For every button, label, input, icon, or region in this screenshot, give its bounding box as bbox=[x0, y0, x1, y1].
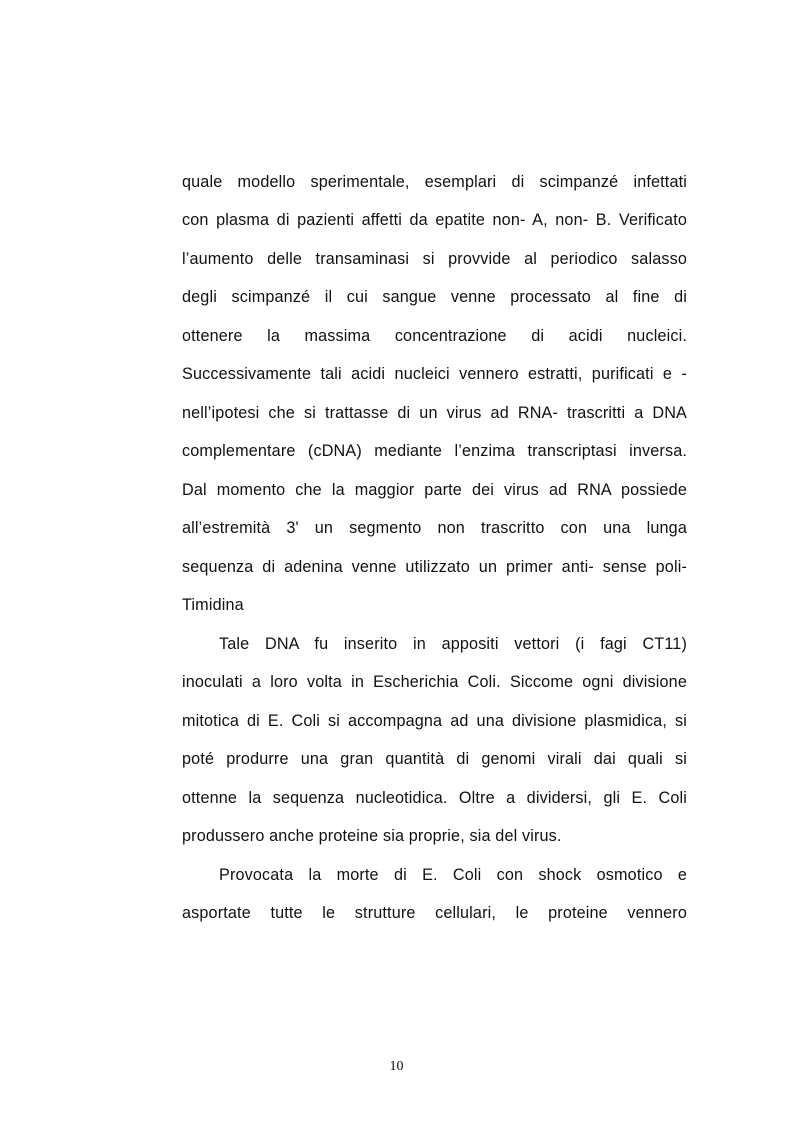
text-line: degli scimpanzé il cui sangue venne processato al fine di bbox=[182, 288, 687, 306]
text-line: sequenza di adenina venne utilizzato un primer anti- sense poli- bbox=[182, 558, 687, 576]
text-line: Provocata la morte di E. Coli con shock osmotico e bbox=[219, 866, 687, 884]
text-line: produssero anche proteine sia proprie, sia del virus. bbox=[182, 827, 562, 845]
text-line: ottenere la massima concentrazione di acidi nucleici. bbox=[182, 327, 687, 345]
text-line: Timidina bbox=[182, 596, 244, 614]
text-line: nell’ipotesi che si trattasse di un virus ad RNA- trascritti a DNA bbox=[182, 404, 687, 422]
text-line: Successivamente tali acidi nucleici vennero estratti, purificati e - bbox=[182, 365, 687, 383]
text-line: Dal momento che la maggior parte dei virus ad RNA possiede bbox=[182, 481, 687, 499]
text-line: asportate tutte le strutture cellulari, le proteine vennero bbox=[182, 904, 687, 922]
text-line: l’aumento delle transaminasi si provvide al periodico salasso bbox=[182, 250, 687, 268]
text-line: poté produrre una gran quantità di genomi virali dai quali si bbox=[182, 750, 687, 768]
text-line: con plasma di pazienti affetti da epatite non- A, non- B. Verificato bbox=[182, 211, 687, 229]
text-line: Tale DNA fu inserito in appositi vettori (i fagi CT11) bbox=[219, 635, 687, 653]
text-line: quale modello sperimentale, esemplari di scimpanzé infettati bbox=[182, 173, 687, 191]
text-line: all’estremità 3' un segmento non trascritto con una lunga bbox=[182, 519, 687, 537]
text-line: complementare (cDNA) mediante l’enzima transcriptasi inversa. bbox=[182, 442, 687, 460]
text-line: ottenne la sequenza nucleotidica. Oltre a dividersi, gli E. Coli bbox=[182, 789, 687, 807]
page-number: 10 bbox=[389, 1059, 404, 1074]
text-line: inoculati a loro volta in Escherichia Coli. Siccome ogni divisione bbox=[182, 673, 687, 691]
text-line: mitotica di E. Coli si accompagna ad una divisione plasmidica, si bbox=[182, 712, 687, 730]
